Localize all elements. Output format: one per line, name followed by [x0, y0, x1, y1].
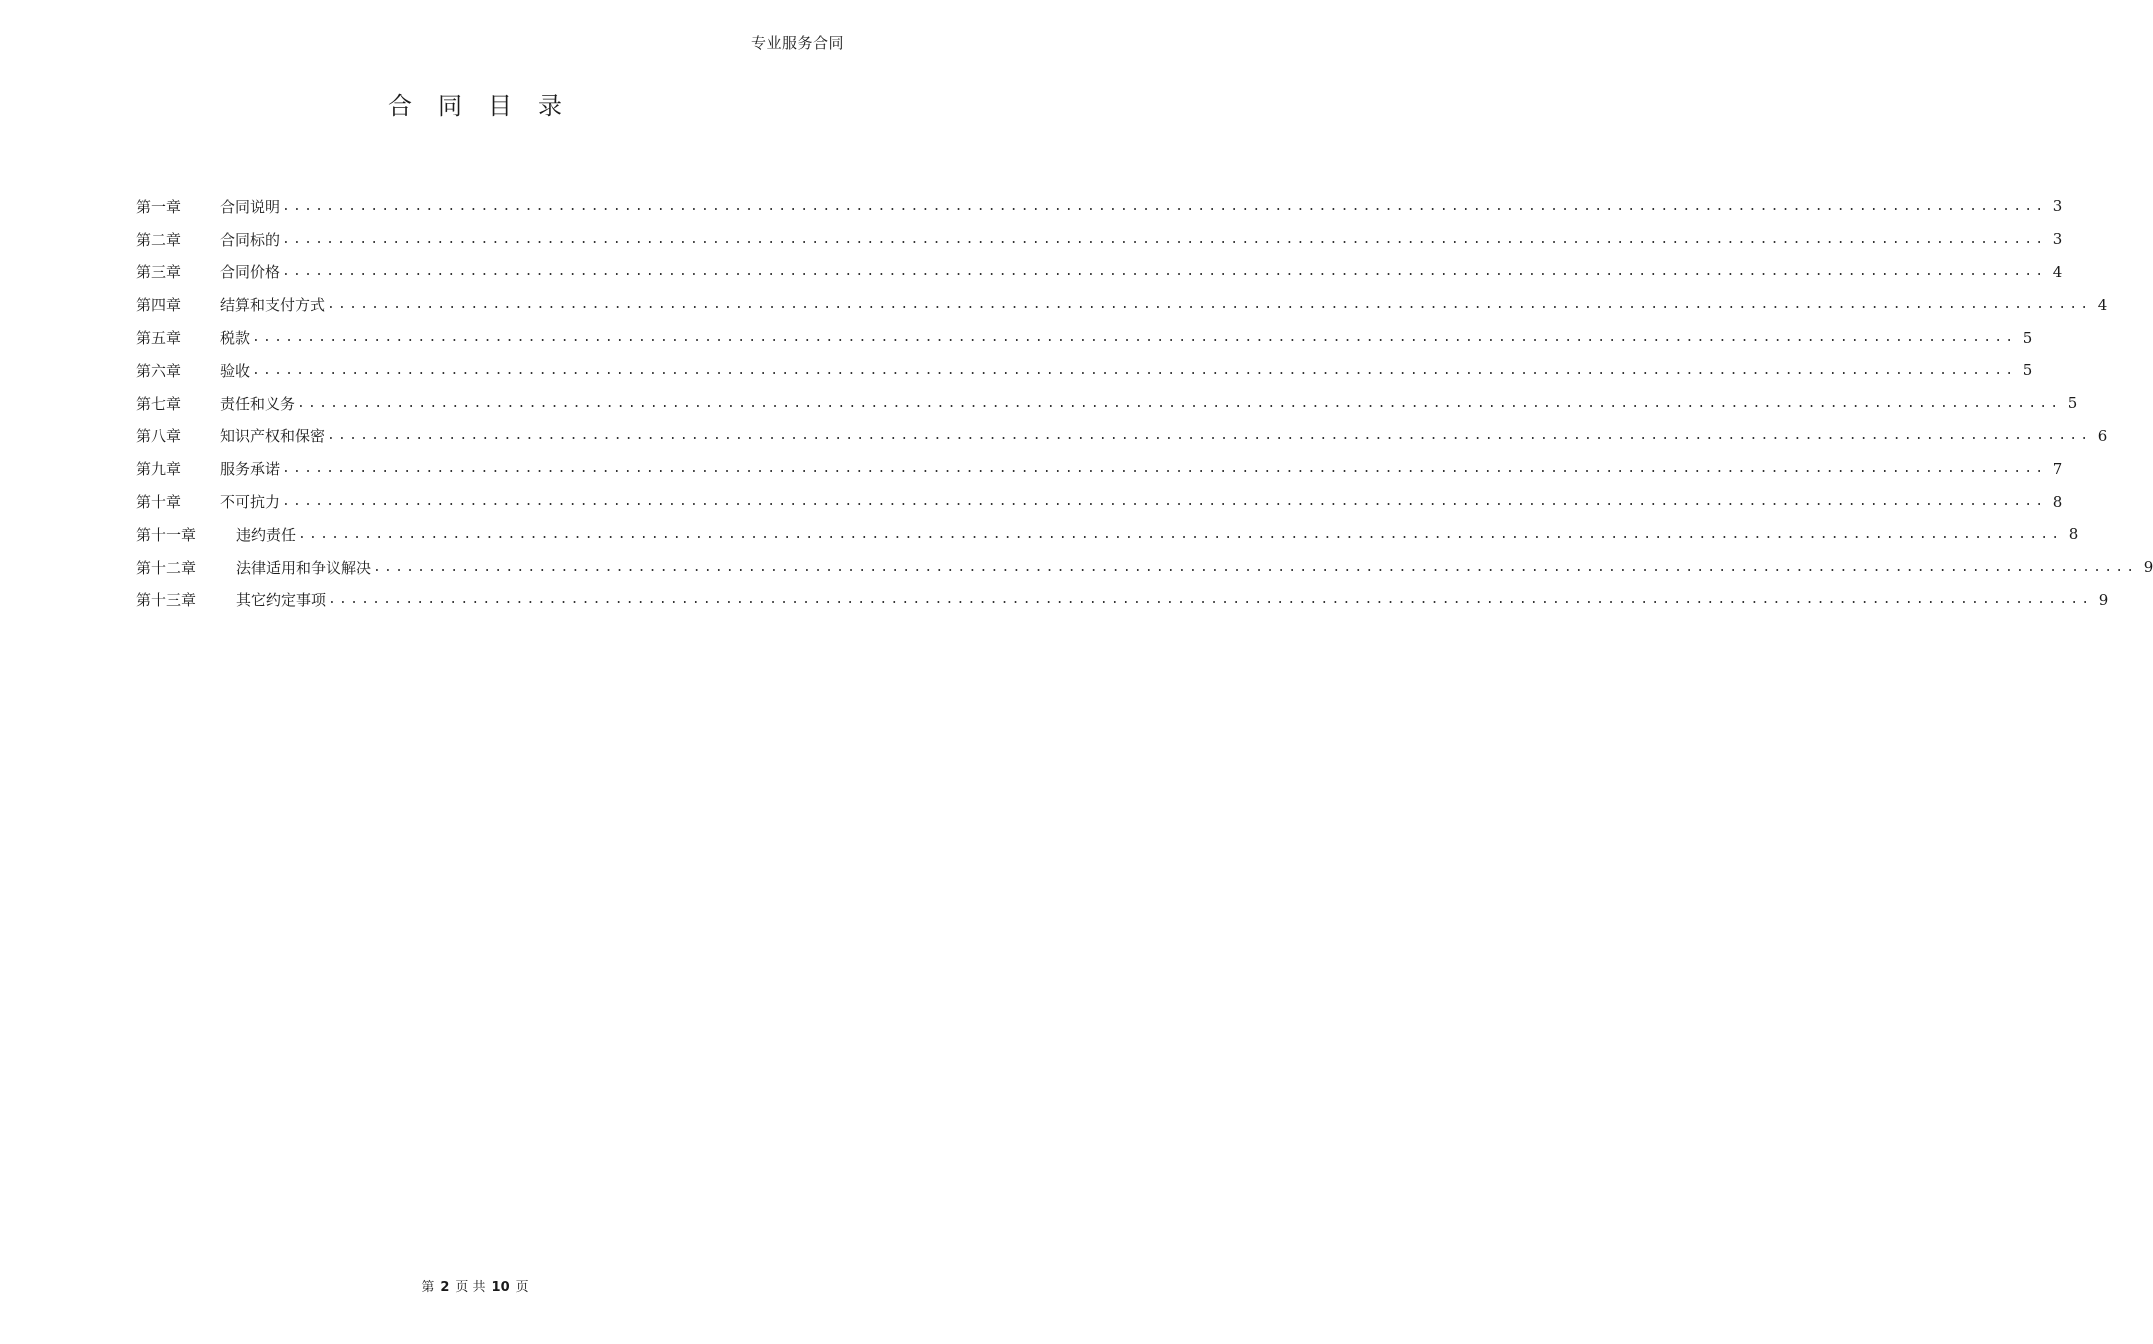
- toc-entry[interactable]: [136, 584, 2109, 617]
- page-title: 合同目录: [388, 92, 588, 120]
- toc-chapter-title: 法律适用和争议解决: [236, 558, 372, 577]
- toc-page-number: 8: [2068, 525, 2079, 544]
- toc-page-number: 9: [2143, 558, 2153, 577]
- toc-entry[interactable]: [136, 256, 2063, 289]
- toc-dot-leader: ................................................................................................................................................................: [298, 526, 2063, 542]
- footer-suffix: 页: [515, 1280, 529, 1295]
- table-of-contents: [136, 190, 2153, 616]
- toc-page-number: 8: [2052, 492, 2063, 511]
- toc-page-number: 9: [2098, 590, 2109, 609]
- running-header: 专业服务合同: [750, 34, 844, 52]
- toc-chapter-title: 合同标的: [220, 230, 281, 249]
- toc-chapter-number: 第二章: [136, 230, 182, 249]
- footer-total-pages: 10: [491, 1280, 510, 1295]
- toc-chapter-title: 合同价格: [220, 263, 281, 282]
- toc-chapter-number: 第十章: [136, 493, 182, 512]
- toc-dot-leader: ................................................................................................................................................................: [327, 428, 2092, 444]
- toc-dot-leader: ................................................................................................................................................................: [328, 592, 2093, 608]
- toc-entry[interactable]: [136, 518, 2079, 551]
- toc-dot-leader: ................................................................................................................................................................: [282, 461, 2047, 477]
- toc-dot-leader: ................................................................................................................................................................: [373, 559, 2138, 575]
- toc-entry[interactable]: [136, 485, 2063, 518]
- toc-dot-leader: ................................................................................................................................................................: [327, 297, 2092, 313]
- toc-chapter-number: 第九章: [136, 460, 182, 479]
- toc-chapter-number: 第六章: [136, 361, 182, 380]
- toc-chapter-number: 第十二章: [136, 558, 197, 577]
- toc-page-number: 6: [2097, 426, 2108, 445]
- toc-dot-leader: ................................................................................................................................................................: [282, 494, 2047, 510]
- toc-dot-leader: ................................................................................................................................................................: [282, 231, 2047, 247]
- toc-page-number: 3: [2052, 230, 2063, 249]
- toc-chapter-number: 第四章: [136, 296, 182, 315]
- toc-page-number: 4: [2052, 262, 2063, 281]
- toc-chapter-title: 责任和义务: [220, 394, 296, 413]
- toc-chapter-title: 验收: [220, 361, 251, 380]
- toc-entry[interactable]: [136, 288, 2108, 321]
- toc-page-number: 3: [2052, 197, 2063, 216]
- toc-page-number: 5: [2022, 361, 2033, 380]
- toc-chapter-title: 其它约定事项: [236, 591, 327, 610]
- toc-entry[interactable]: [136, 551, 2153, 584]
- toc-chapter-number: 第八章: [136, 427, 182, 446]
- toc-entry[interactable]: [136, 387, 2078, 420]
- toc-entry[interactable]: [136, 190, 2063, 223]
- toc-page-number: 5: [2022, 328, 2033, 347]
- toc-dot-leader: ................................................................................................................................................................: [297, 395, 2062, 411]
- toc-chapter-number: 第五章: [136, 329, 182, 348]
- toc-dot-leader: ................................................................................................................................................................: [252, 330, 2017, 346]
- toc-chapter-title: 结算和支付方式: [220, 296, 326, 315]
- page-footer: [0, 1276, 950, 1295]
- footer-middle: 页 共: [455, 1280, 486, 1295]
- toc-chapter-number: 第十一章: [136, 525, 197, 544]
- toc-dot-leader: ................................................................................................................................................................: [252, 362, 2017, 378]
- toc-entry[interactable]: [136, 354, 2033, 387]
- footer-prefix: 第: [421, 1280, 435, 1295]
- toc-entry[interactable]: [136, 223, 2063, 256]
- toc-chapter-title: 税款: [220, 329, 251, 348]
- toc-page-number: 7: [2052, 459, 2063, 478]
- toc-chapter-number: 第十三章: [136, 591, 197, 610]
- footer-current-page: 2: [440, 1280, 450, 1295]
- toc-chapter-title: 知识产权和保密: [220, 427, 326, 446]
- toc-chapter-number: 第三章: [136, 263, 182, 282]
- toc-chapter-title: 违约责任: [236, 525, 297, 544]
- toc-entry[interactable]: [136, 452, 2063, 485]
- toc-chapter-number: 第七章: [136, 394, 182, 413]
- toc-chapter-title: 不可抗力: [220, 493, 281, 512]
- toc-entry[interactable]: [136, 321, 2033, 354]
- toc-page-number: 5: [2067, 394, 2078, 413]
- toc-dot-leader: ................................................................................................................................................................: [282, 198, 2047, 214]
- toc-chapter-title: 服务承诺: [220, 460, 281, 479]
- toc-chapter-number: 第一章: [136, 197, 182, 216]
- toc-page-number: 4: [2097, 295, 2108, 314]
- toc-entry[interactable]: [136, 420, 2108, 453]
- toc-chapter-title: 合同说明: [220, 197, 281, 216]
- toc-dot-leader: ................................................................................................................................................................: [282, 264, 2047, 280]
